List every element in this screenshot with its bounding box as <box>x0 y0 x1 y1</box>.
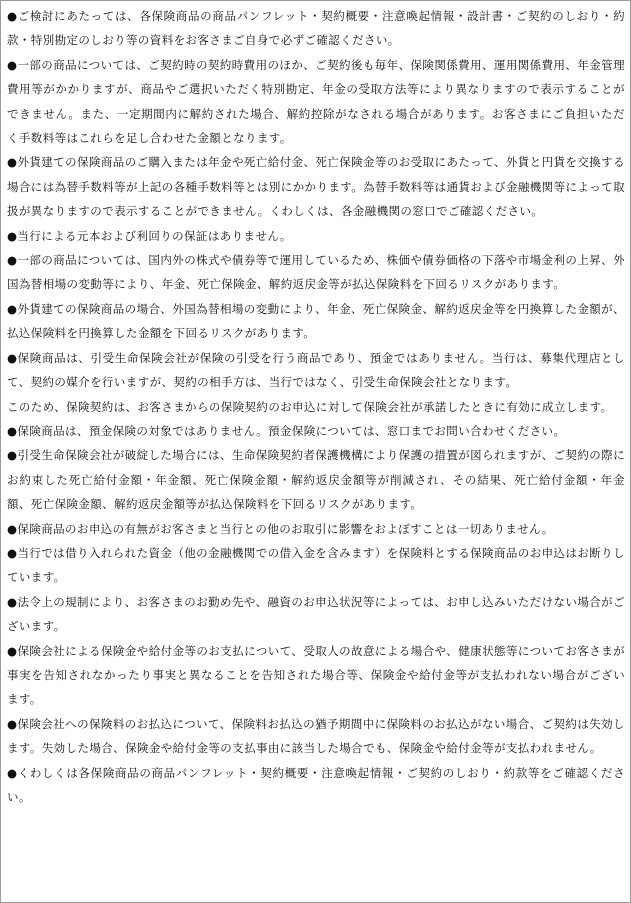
notice-fx-fees: ●外貨建ての保険商品のご購入または年金や死亡給付金、死亡保険金等のお受取にあたって、外貨と円貨を交換する場合には為替手数料等が上記の各種手数料等とは別にかかります。為替手数料等は通貨および金融機関等によって取扱が異なりますので表示することができません。くわしくは、各金融機関の窓口でご確認ください。 <box>7 155 625 219</box>
notice-details: ●くわしくは各保険商品の商品パンフレット・契約概要・注意喚起情報・ご契約のしおり・約款等をご確認ください。 <box>7 765 625 804</box>
notice-market-risk: ●一部の商品については、国内外の株式や債券等で運用しているため、株価や債券価格の下落や市場金利の上昇、外国為替相場の変動等により、年金、死亡保険金、解約返戻金等が払込保険料を下回るリスクがあります。 <box>7 253 625 292</box>
notice-contract-formation: このため、保険契約は、お客さまからの保険契約のお申込に対して保険会社が承諾したときに有効に成立します。 <box>7 399 613 414</box>
notice-regulations: ●法令上の規制により、お客さまのお勤め先や、融資のお申込状況等によっては、お申し込みいただけない場合がございます。 <box>7 594 625 634</box>
notice-deposit-insurance: ●保険商品は、預金保険の対象ではありません。預金保険については、窓口までお問い合わせください。 <box>7 423 566 438</box>
notice-fees: ●一部の商品については、ご契約時の契約時費用のほか、ご契約後も毎年、保険関係費用、運用関係費用、年金管理費用等がかかりますが、商品やご選択いただく特別勘定、年金の受取方法等により異なりますので表示することができません。また、一定期間内に解約された場合、解約控除がなされる場合があります。お客さまにご負担いただく手数料等はこれらを足し合わせた金額となります。 <box>7 57 625 146</box>
notice-borrowed-funds: ●当行では借り入れられた資金（他の金融機関での借入金を含みます）を保険料とする保険商品のお申込はお断りしています。 <box>7 545 625 585</box>
notice-insurer-failure: ●引受生命保険会社が破綻した場合には、生命保険契約者保護機構により保護の措置が図られますが、ご契約の際にお約束した死亡給付金額・年金額、死亡保険金額・解約返戻金額等が削減され、その結果、死亡給付金額・年金額、死亡保険金額、解約返戻金額等が払込保険料を下回るリスクがあります。 <box>7 448 625 512</box>
notice-lapse: ●保険会社への保険料のお払込について、保険料お払込の猶予期間中に保険料のお払込がない場合、ご契約は失効します。失効した場合、保険金や給付金等の支払事由に該当した場合でも、保険金や給付金等が支払われません。 <box>7 716 625 756</box>
disclaimer-content <box>1 1 630 809</box>
notice-fx-risk: ●外貨建ての保険商品の場合、外国為替相場の変動により、年金、死亡保険金、解約返戻金等を円換算した金額が、払込保険料を円換算した金額を下回るリスクがあります。 <box>7 301 625 341</box>
notice-no-influence: ●保険商品のお申込の有無がお客さまと当行との他のお取引に影響をおよぼすことは一切ありません。 <box>7 521 554 536</box>
notice-not-deposit: ●保険商品は、引受生命保険会社が保険の引受を行う商品であり、預金ではありません。当行は、募集代理店として、契約の媒介を行いますが、契約の相手方は、当行ではなく、引受生命保険会社となります。 <box>7 350 625 390</box>
notice-no-guarantee: ●当行による元本および利回りの保証はありません。 <box>7 228 292 243</box>
notice-review-materials: ●ご検討にあたっては、各保険商品の商品パンフレット・契約概要・注意喚起情報・設計書・ご契約のしおり・約款・特別勘定のしおり等の資料をお客さまご自身で必ずご確認ください。 <box>7 9 625 48</box>
notice-nonpayment-cases: ●保険会社による保険金や給付金等のお支払について、受取人の故意による場合や、健康状態等についてお客さまが事実を告知されなかったり事実と異なることを告知された場合等、保険金や給付金等が支払われない場合がございます。 <box>7 643 625 707</box>
